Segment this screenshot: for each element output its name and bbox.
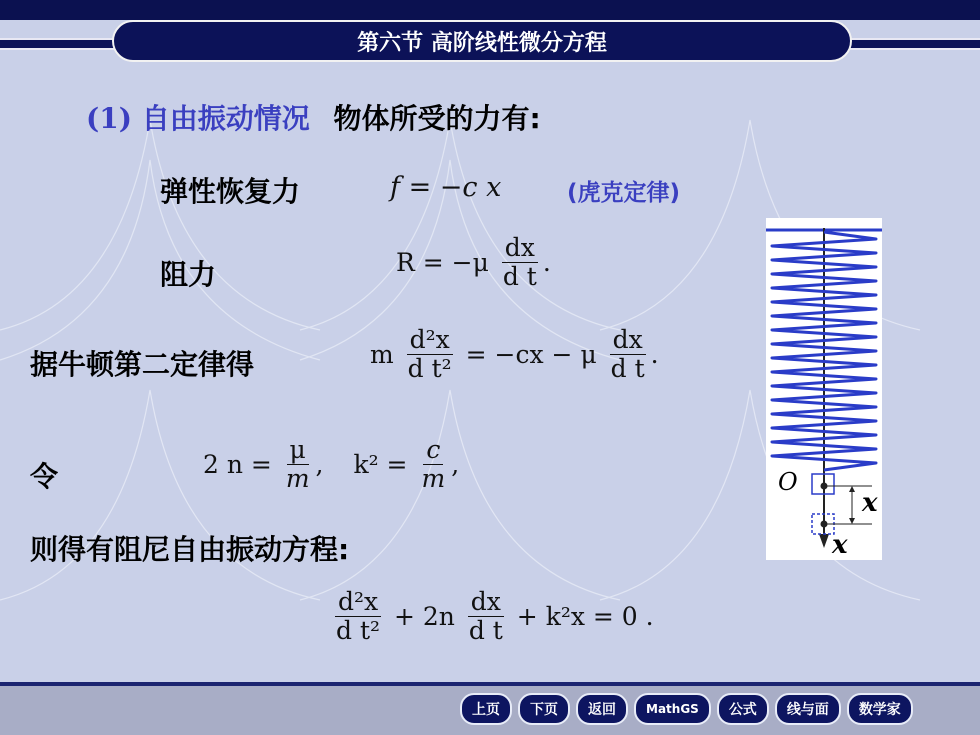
next-page-button[interactable]: 下页 (518, 693, 570, 725)
substitution-fraction-mu (283, 436, 313, 493)
damped-tail: + k²x = 0 . (516, 602, 654, 632)
spring-figure (766, 218, 882, 560)
substitution-formula: 2 n = $\frac{\mu}{m}$ , k² = $\frac{c}{m}$ , (203, 435, 460, 493)
heading-rest: 物体所受的力有: (333, 102, 541, 135)
resistance-formula: R = −μ $\frac{dx}{\text{d t}}$ . (396, 233, 551, 291)
elastic-force-formula: f = −c x (390, 172, 502, 203)
newton-equation: m $\frac{\text{d²x}}{\text{d t²}}$ = −cx − μ $\frac{dx}{\text{d t}}$ . (370, 325, 659, 383)
newton-fraction-2 (608, 326, 648, 383)
newton-numerator-1: d²x (407, 326, 453, 355)
title-line-right (850, 38, 980, 50)
damped-numerator-1: d²x (335, 588, 381, 617)
section-title-text: 第六节 高阶线性微分方程 (357, 30, 607, 56)
axis-arrowhead (819, 534, 829, 548)
navigation-bar (460, 693, 913, 723)
resistance-denominator: d t (502, 261, 537, 291)
heading-number: (1) (86, 102, 132, 135)
damped-plus-2n: + 2n (393, 602, 455, 632)
displacement-label: x (862, 488, 878, 518)
let-label: 令 (30, 460, 59, 493)
heading-topic: 自由振动情况 (141, 102, 310, 135)
resistance-lhs: R = −μ (396, 248, 489, 278)
mathgs-button[interactable]: MathGS (634, 693, 711, 725)
damped-equation (330, 588, 654, 645)
formula-button[interactable]: 公式 (717, 693, 769, 725)
origin-label: O (778, 468, 798, 496)
newton-numerator-2: dx (610, 326, 646, 355)
line-plane-button[interactable]: 线与面 (775, 693, 841, 725)
newton-fraction-1 (405, 326, 455, 383)
resistance-fraction (500, 234, 540, 291)
newton-denominator-2: d t (610, 353, 645, 383)
axis-label: x (832, 530, 848, 560)
result-label: 则得有阻尼自由振动方程: (30, 533, 350, 566)
newton-middle: = −cx − μ (465, 340, 597, 370)
resistance-numerator: dx (502, 234, 538, 263)
mathematicians-button[interactable]: 数学家 (847, 693, 913, 725)
damped-fraction-1 (333, 588, 383, 645)
substitution-m2: m (421, 463, 446, 493)
title-line-left (0, 38, 114, 50)
hooke-law-note: (虎克定律) (567, 180, 681, 206)
resistance-label: 阻力 (160, 258, 217, 291)
damped-denominator-2: d t (468, 615, 503, 645)
top-band (0, 0, 980, 20)
section-title (112, 20, 852, 62)
elastic-force-label: 弹性恢复力 (160, 175, 301, 208)
substitution-mu: μ (287, 436, 309, 465)
damped-fraction-2 (466, 588, 506, 645)
back-button[interactable]: 返回 (576, 693, 628, 725)
substitution-m1: m (285, 463, 310, 493)
substitution-2n: 2 n = (203, 450, 272, 480)
prev-page-button[interactable]: 上页 (460, 693, 512, 725)
newton-denominator-1: d t² (407, 353, 452, 383)
substitution-fraction-c (418, 436, 448, 493)
substitution-c: c (423, 436, 443, 465)
substitution-k2: k² = (353, 450, 408, 480)
heading-line (86, 97, 541, 137)
damped-numerator-2: dx (468, 588, 504, 617)
newton-mass: m (370, 340, 394, 370)
damped-denominator-1: d t² (336, 615, 381, 645)
newton-label: 据牛顿第二定律得 (30, 348, 255, 381)
